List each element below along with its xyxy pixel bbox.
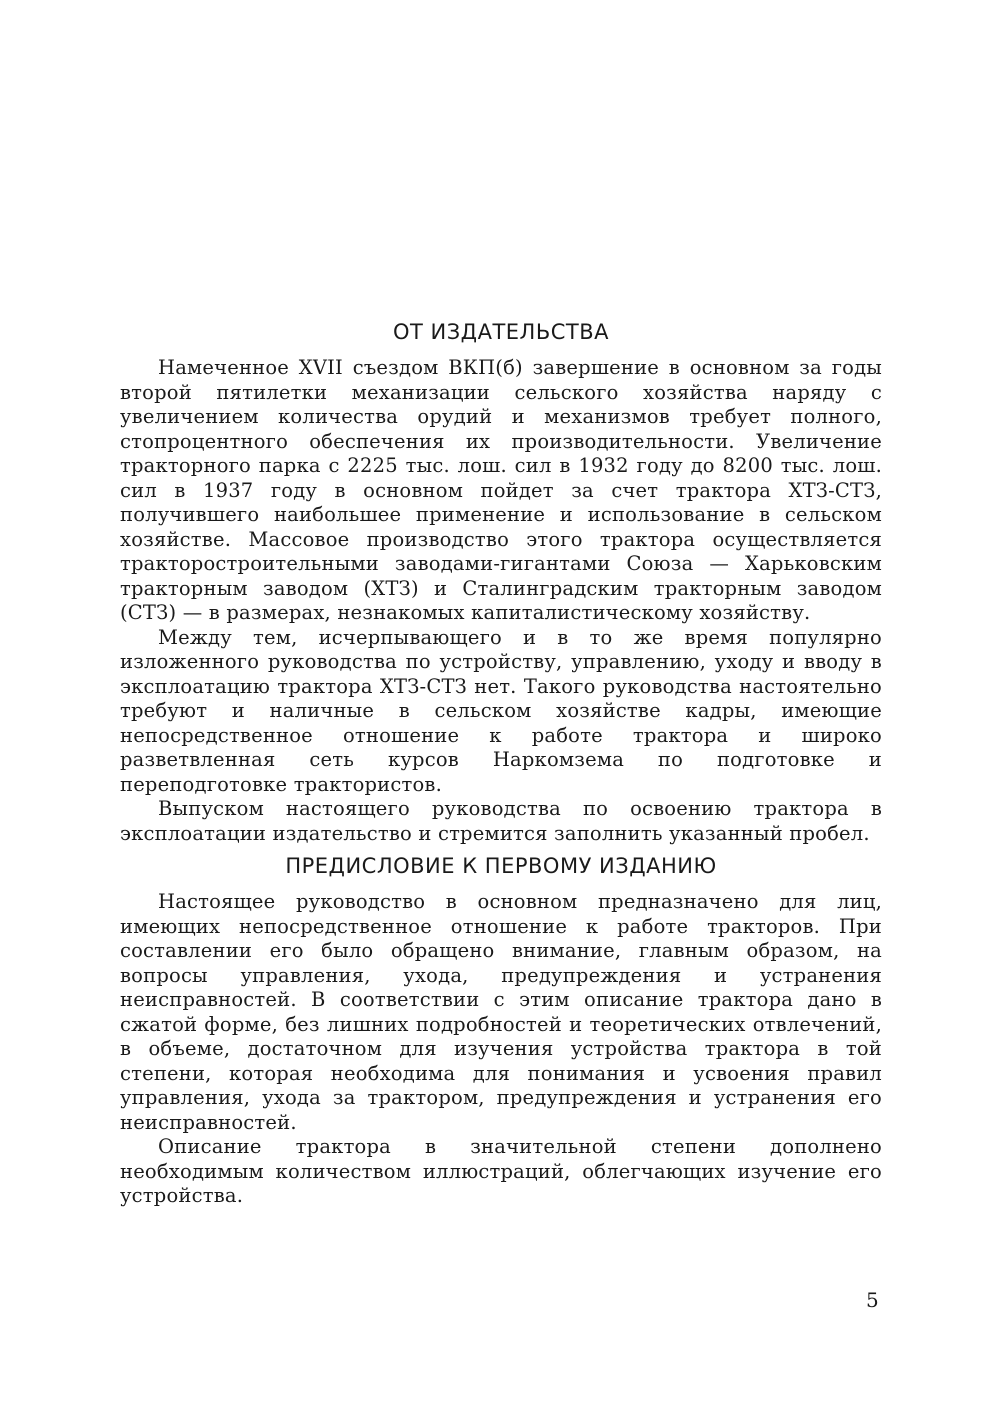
- page-number: 5: [866, 1288, 879, 1312]
- section-heading-publisher: ОТ ИЗДАТЕЛЬСТВА: [392, 320, 610, 344]
- publisher-paragraph-2: Между тем, исчерпывающего и в то же время популярно изложенного руководства по устройству, управлению, уходу и вводу в эксплоатацию трактора ХТЗ-СТЗ нет. Такого руководства настоятельно требуют и наличные в сельском хозяйстве кадры, имеющие непосредственное отношение к работе трактора и широко разветвленная сеть курсов Наркомзема по подготовке и переподготовке трактористов.: [120, 625, 882, 796]
- preface-paragraph-1: Настоящее руководство в основном предназначено для лиц, имеющих непосредственное отношение к работе тракторов. При составлении его было обращено внимание, главным образом, на вопросы управления, ухода, предупреждения и устранения неисправностей. В соответствии с этим описание трактора дано в сжатой форме, без лишних подробностей и теоретических отвлечений, в объеме, достаточном для изучения устройства трактора в той степени, которая необходима для понимания и усвоения правил управления, ухода за трактором, предупреждения и устранения его неисправностей.: [120, 890, 882, 1134]
- section-heading-preface: ПРЕДИСЛОВИЕ К ПЕРВОМУ ИЗДАНИЮ: [285, 854, 717, 878]
- publisher-paragraph-3: Выпуском настоящего руководства по освоению трактора в эксплоатации издательство и стремится заполнить указанный пробел.: [120, 797, 882, 845]
- preface-paragraph-2: Описание трактора в значительной степени дополнено необходимым количеством иллюстраций, облегчающих изучение его устройства.: [120, 1135, 882, 1207]
- publisher-paragraph-1: Намеченное XVII съездом ВКП(б) завершение в основном за годы второй пятилетки механизации сельского хозяйства наряду с увеличением количества орудий и механизмов требует полного, стопроцентного обеспечения их производительности. Увеличение тракторного парка с 2225 тыс. лош. сил в 1932 году до 8200 тыс. лош. сил в 1937 году в основном пойдет за счет трактора ХТЗ-СТЗ, получившего наибольшее применение и использование в сельском хозяйстве. Массовое производство этого трактора осуществляется тракторостроительными заводами-гигантами Союза — Харьковским тракторным заводом (ХТЗ) и Сталинградским тракторным заводом (СТЗ) — в размерах, незнакомых капиталистическому хозяйству.: [120, 356, 882, 624]
- document-page: [120, 318, 882, 1209]
